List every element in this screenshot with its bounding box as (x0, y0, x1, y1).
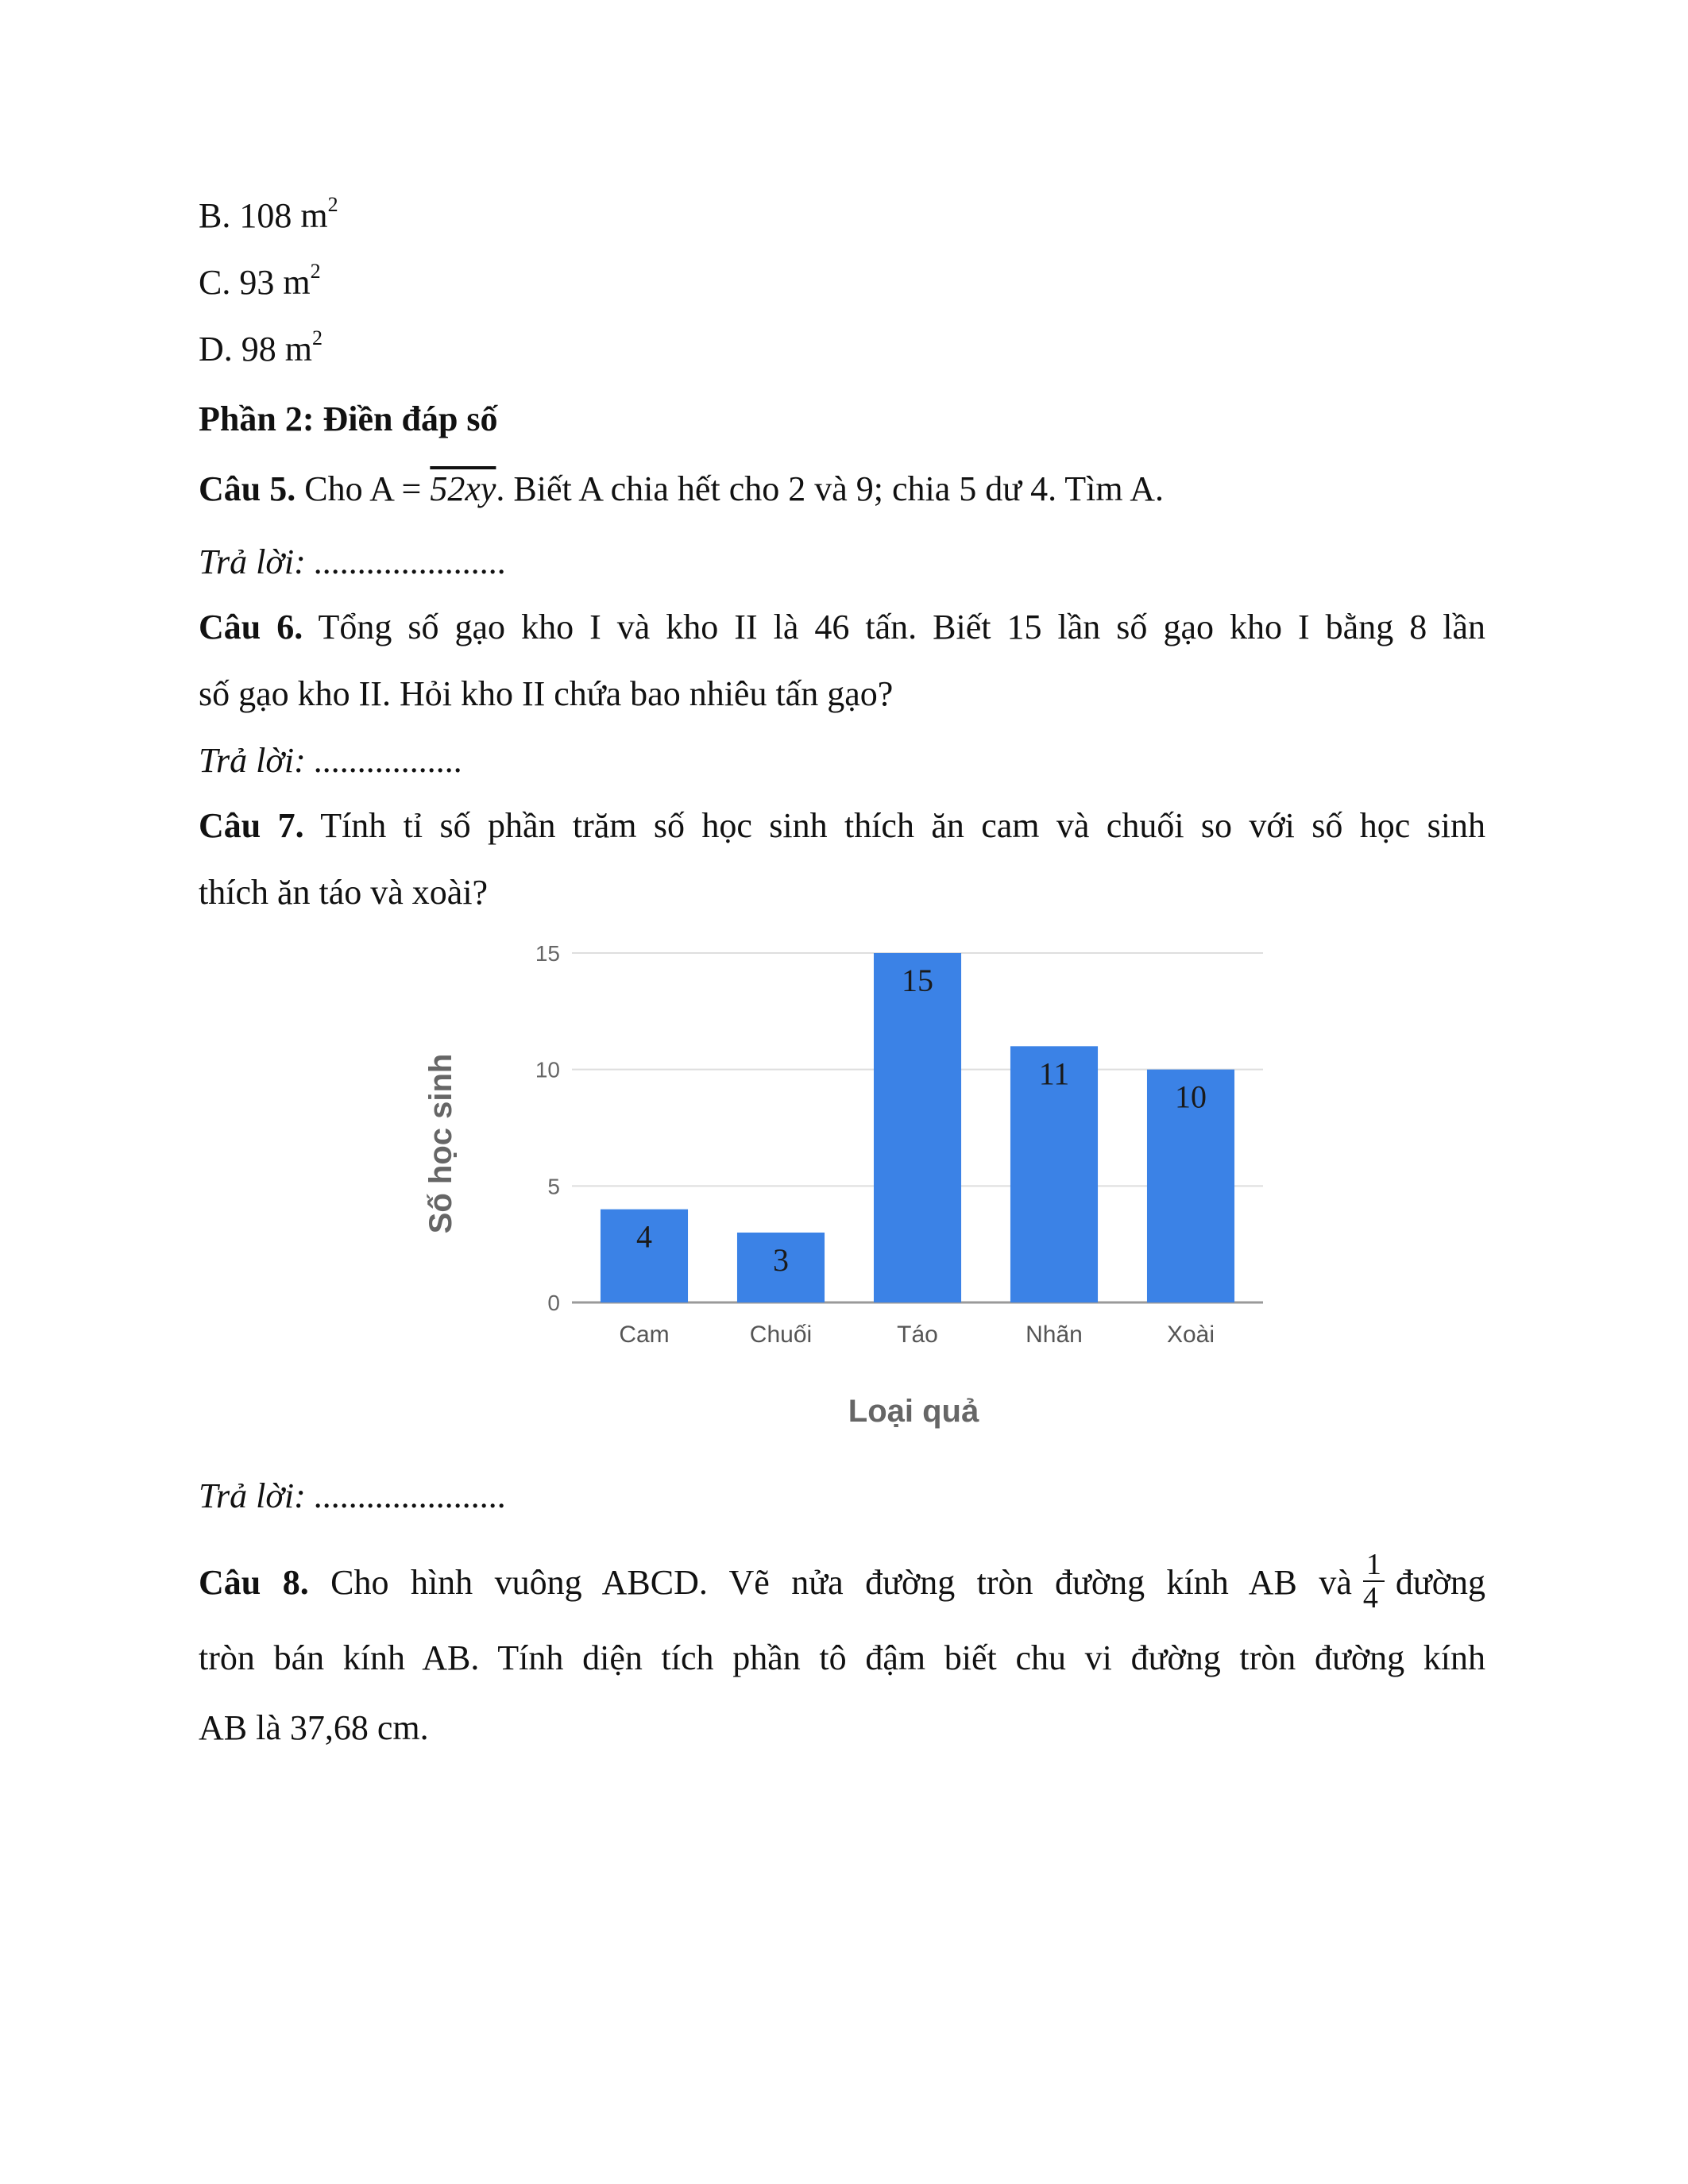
question-8-line-3: AB là 37,68 cm. (199, 1708, 429, 1747)
data-label: 15 (902, 963, 933, 998)
option-c: C. 93 $m^2$ (199, 260, 321, 302)
overline-number: 52xy (430, 469, 496, 508)
option-b: B. 108 $m^2$ (199, 193, 338, 235)
answer-line-6: Trả lời: ................. (199, 741, 463, 780)
data-label: 11 (1038, 1055, 1070, 1092)
option-d: D. 98 $m^2$ (199, 326, 323, 369)
question-7-line-2: thích ăn táo và xoài? (199, 873, 489, 912)
y-tick-label: 10 (535, 1057, 560, 1082)
y-tick-label: 0 (547, 1291, 560, 1315)
bar-chart (397, 929, 1287, 1453)
x-axis-label: Loại quả (848, 1394, 979, 1429)
y-tick-label: 5 (547, 1174, 560, 1199)
section-title: Phần 2: Điền đáp số (199, 399, 498, 438)
bar (874, 953, 961, 1302)
question-6-line-2: số gạo kho II. Hỏi kho II chứa bao nhiêu tấn gạo? (199, 674, 894, 713)
x-tick-label: Nhãn (1026, 1322, 1083, 1348)
question-8-line-1: Câu 8. Cho hình vuông ABCD. Vẽ nửa đường tròn đường kính AB và $\frac{1}{4}$ đường (199, 1548, 1485, 1615)
x-tick-label: Chuối (749, 1322, 813, 1348)
answer-line-7: Trả lời: ...................... (199, 1476, 507, 1515)
y-axis-label: Số học sinh (423, 1053, 458, 1234)
x-tick-label: Cam (619, 1322, 670, 1348)
question-5: Câu 5. Cho A = 52xy. Biết A chia hết cho 2 và 9; chia 5 dư 4. Tìm A. (199, 469, 1164, 508)
data-label: 4 (636, 1218, 652, 1255)
x-tick-label: Táo (897, 1322, 938, 1348)
question-6-line-1: Câu 6. Tổng số gạo kho I và kho II là 46 tấn. Biết 15 lần số gạo kho I bằng 8 lần (199, 608, 1485, 646)
data-label: 3 (773, 1242, 789, 1278)
answer-line-5: Trả lời: ...................... (199, 542, 507, 581)
fraction-one-quarter: $\frac{1}{4}$ (1363, 1549, 1385, 1614)
question-8-line-2: tròn bán kính AB. Tính diện tích phần tô đậm biết chu vi đường tròn đường kính (199, 1638, 1485, 1677)
y-tick-label: 15 (535, 941, 560, 966)
data-label: 10 (1175, 1078, 1207, 1115)
question-7-line-1: Câu 7. Tính tỉ số phần trăm số học sinh thích ăn cam và chuối so với số học sinh (199, 806, 1485, 845)
x-tick-label: Xoài (1166, 1322, 1215, 1348)
